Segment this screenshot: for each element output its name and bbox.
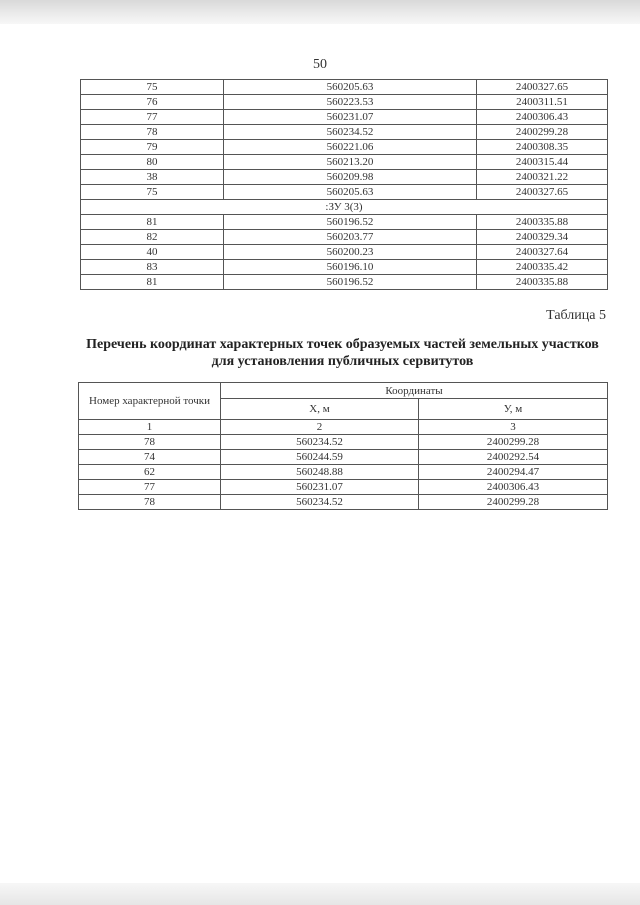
x-coordinate-cell: 560203.77: [224, 230, 477, 245]
header-coordinates: Координаты: [221, 383, 608, 399]
y-coordinate-cell: 2400335.42: [477, 260, 608, 275]
x-coordinate-cell: 560205.63: [224, 185, 477, 200]
section-row: [81, 200, 608, 215]
x-coordinate-cell: 560205.63: [224, 80, 477, 95]
point-number-cell: 78: [79, 435, 221, 450]
x-coordinate-cell: 560200.23: [224, 245, 477, 260]
x-coordinate-cell: 560213.20: [224, 155, 477, 170]
column-number: 2: [221, 420, 419, 435]
x-coordinate-cell: 560244.59: [221, 450, 419, 465]
point-number-cell: 38: [81, 170, 224, 185]
y-coordinate-cell: 2400299.28: [419, 495, 608, 510]
x-coordinate-cell: 560221.06: [224, 140, 477, 155]
point-number-cell: 75: [81, 185, 224, 200]
y-coordinate-cell: 2400306.43: [419, 480, 608, 495]
coordinates-table-continued: [80, 79, 608, 290]
table-row: [81, 80, 608, 95]
point-number-cell: 76: [81, 95, 224, 110]
scan-bottom-band: [0, 883, 640, 905]
header-y: У, м: [419, 399, 608, 420]
point-number-cell: 77: [79, 480, 221, 495]
x-coordinate-cell: 560223.53: [224, 95, 477, 110]
y-coordinate-cell: 2400292.54: [419, 450, 608, 465]
point-number-cell: 75: [81, 80, 224, 95]
x-coordinate-cell: 560231.07: [224, 110, 477, 125]
table-title: Перечень координат характерных точек образуемых частей земельных участков для установления публичных сервитутов: [86, 337, 599, 369]
column-number: 3: [419, 420, 608, 435]
point-number-cell: 77: [81, 110, 224, 125]
point-number-cell: 78: [81, 125, 224, 140]
point-number-cell: 82: [81, 230, 224, 245]
table-row: [79, 465, 608, 480]
y-coordinate-cell: 2400306.43: [477, 110, 608, 125]
table-row: [81, 245, 608, 260]
x-coordinate-cell: 560234.52: [224, 125, 477, 140]
header-x: X, м: [221, 399, 419, 420]
y-coordinate-cell: 2400315.44: [477, 155, 608, 170]
point-number-cell: 40: [81, 245, 224, 260]
column-number: 1: [79, 420, 221, 435]
table-row: [81, 275, 608, 290]
y-coordinate-cell: 2400335.88: [477, 275, 608, 290]
page-number: 50: [313, 57, 327, 72]
y-coordinate-cell: 2400308.35: [477, 140, 608, 155]
header-point-number: Номер характерной точки: [79, 383, 221, 420]
x-coordinate-cell: 560209.98: [224, 170, 477, 185]
table-row: [81, 185, 608, 200]
point-number-cell: 80: [81, 155, 224, 170]
point-number-cell: 62: [79, 465, 221, 480]
y-coordinate-cell: 2400329.34: [477, 230, 608, 245]
x-coordinate-cell: 560248.88: [221, 465, 419, 480]
x-coordinate-cell: 560234.52: [221, 495, 419, 510]
table-row: [79, 495, 608, 510]
table-row: [81, 230, 608, 245]
y-coordinate-cell: 2400299.28: [477, 125, 608, 140]
table-row: [81, 215, 608, 230]
point-number-cell: 81: [81, 215, 224, 230]
x-coordinate-cell: 560196.52: [224, 215, 477, 230]
table-row: [79, 435, 608, 450]
servitude-coordinates-table: [78, 382, 608, 510]
table-row: [81, 260, 608, 275]
y-coordinate-cell: 2400311.51: [477, 95, 608, 110]
y-coordinate-cell: 2400327.64: [477, 245, 608, 260]
x-coordinate-cell: 560231.07: [221, 480, 419, 495]
table-row: [81, 125, 608, 140]
x-coordinate-cell: 560234.52: [221, 435, 419, 450]
y-coordinate-cell: 2400335.88: [477, 215, 608, 230]
table-row: [79, 450, 608, 465]
point-number-cell: 81: [81, 275, 224, 290]
y-coordinate-cell: 2400327.65: [477, 185, 608, 200]
y-coordinate-cell: 2400321.22: [477, 170, 608, 185]
table-row: [81, 170, 608, 185]
point-number-cell: 83: [81, 260, 224, 275]
scan-top-band: [0, 0, 640, 24]
table-row: [81, 155, 608, 170]
table-row: [79, 480, 608, 495]
point-number-cell: 74: [79, 450, 221, 465]
y-coordinate-cell: 2400294.47: [419, 465, 608, 480]
table-row: [81, 95, 608, 110]
x-coordinate-cell: 560196.10: [224, 260, 477, 275]
table-row: [81, 140, 608, 155]
y-coordinate-cell: 2400299.28: [419, 435, 608, 450]
table-row: [81, 110, 608, 125]
point-number-cell: 78: [79, 495, 221, 510]
y-coordinate-cell: 2400327.65: [477, 80, 608, 95]
section-label: :ЗУ 3(3): [81, 200, 608, 215]
table-caption: Таблица 5: [546, 308, 606, 323]
x-coordinate-cell: 560196.52: [224, 275, 477, 290]
point-number-cell: 79: [81, 140, 224, 155]
